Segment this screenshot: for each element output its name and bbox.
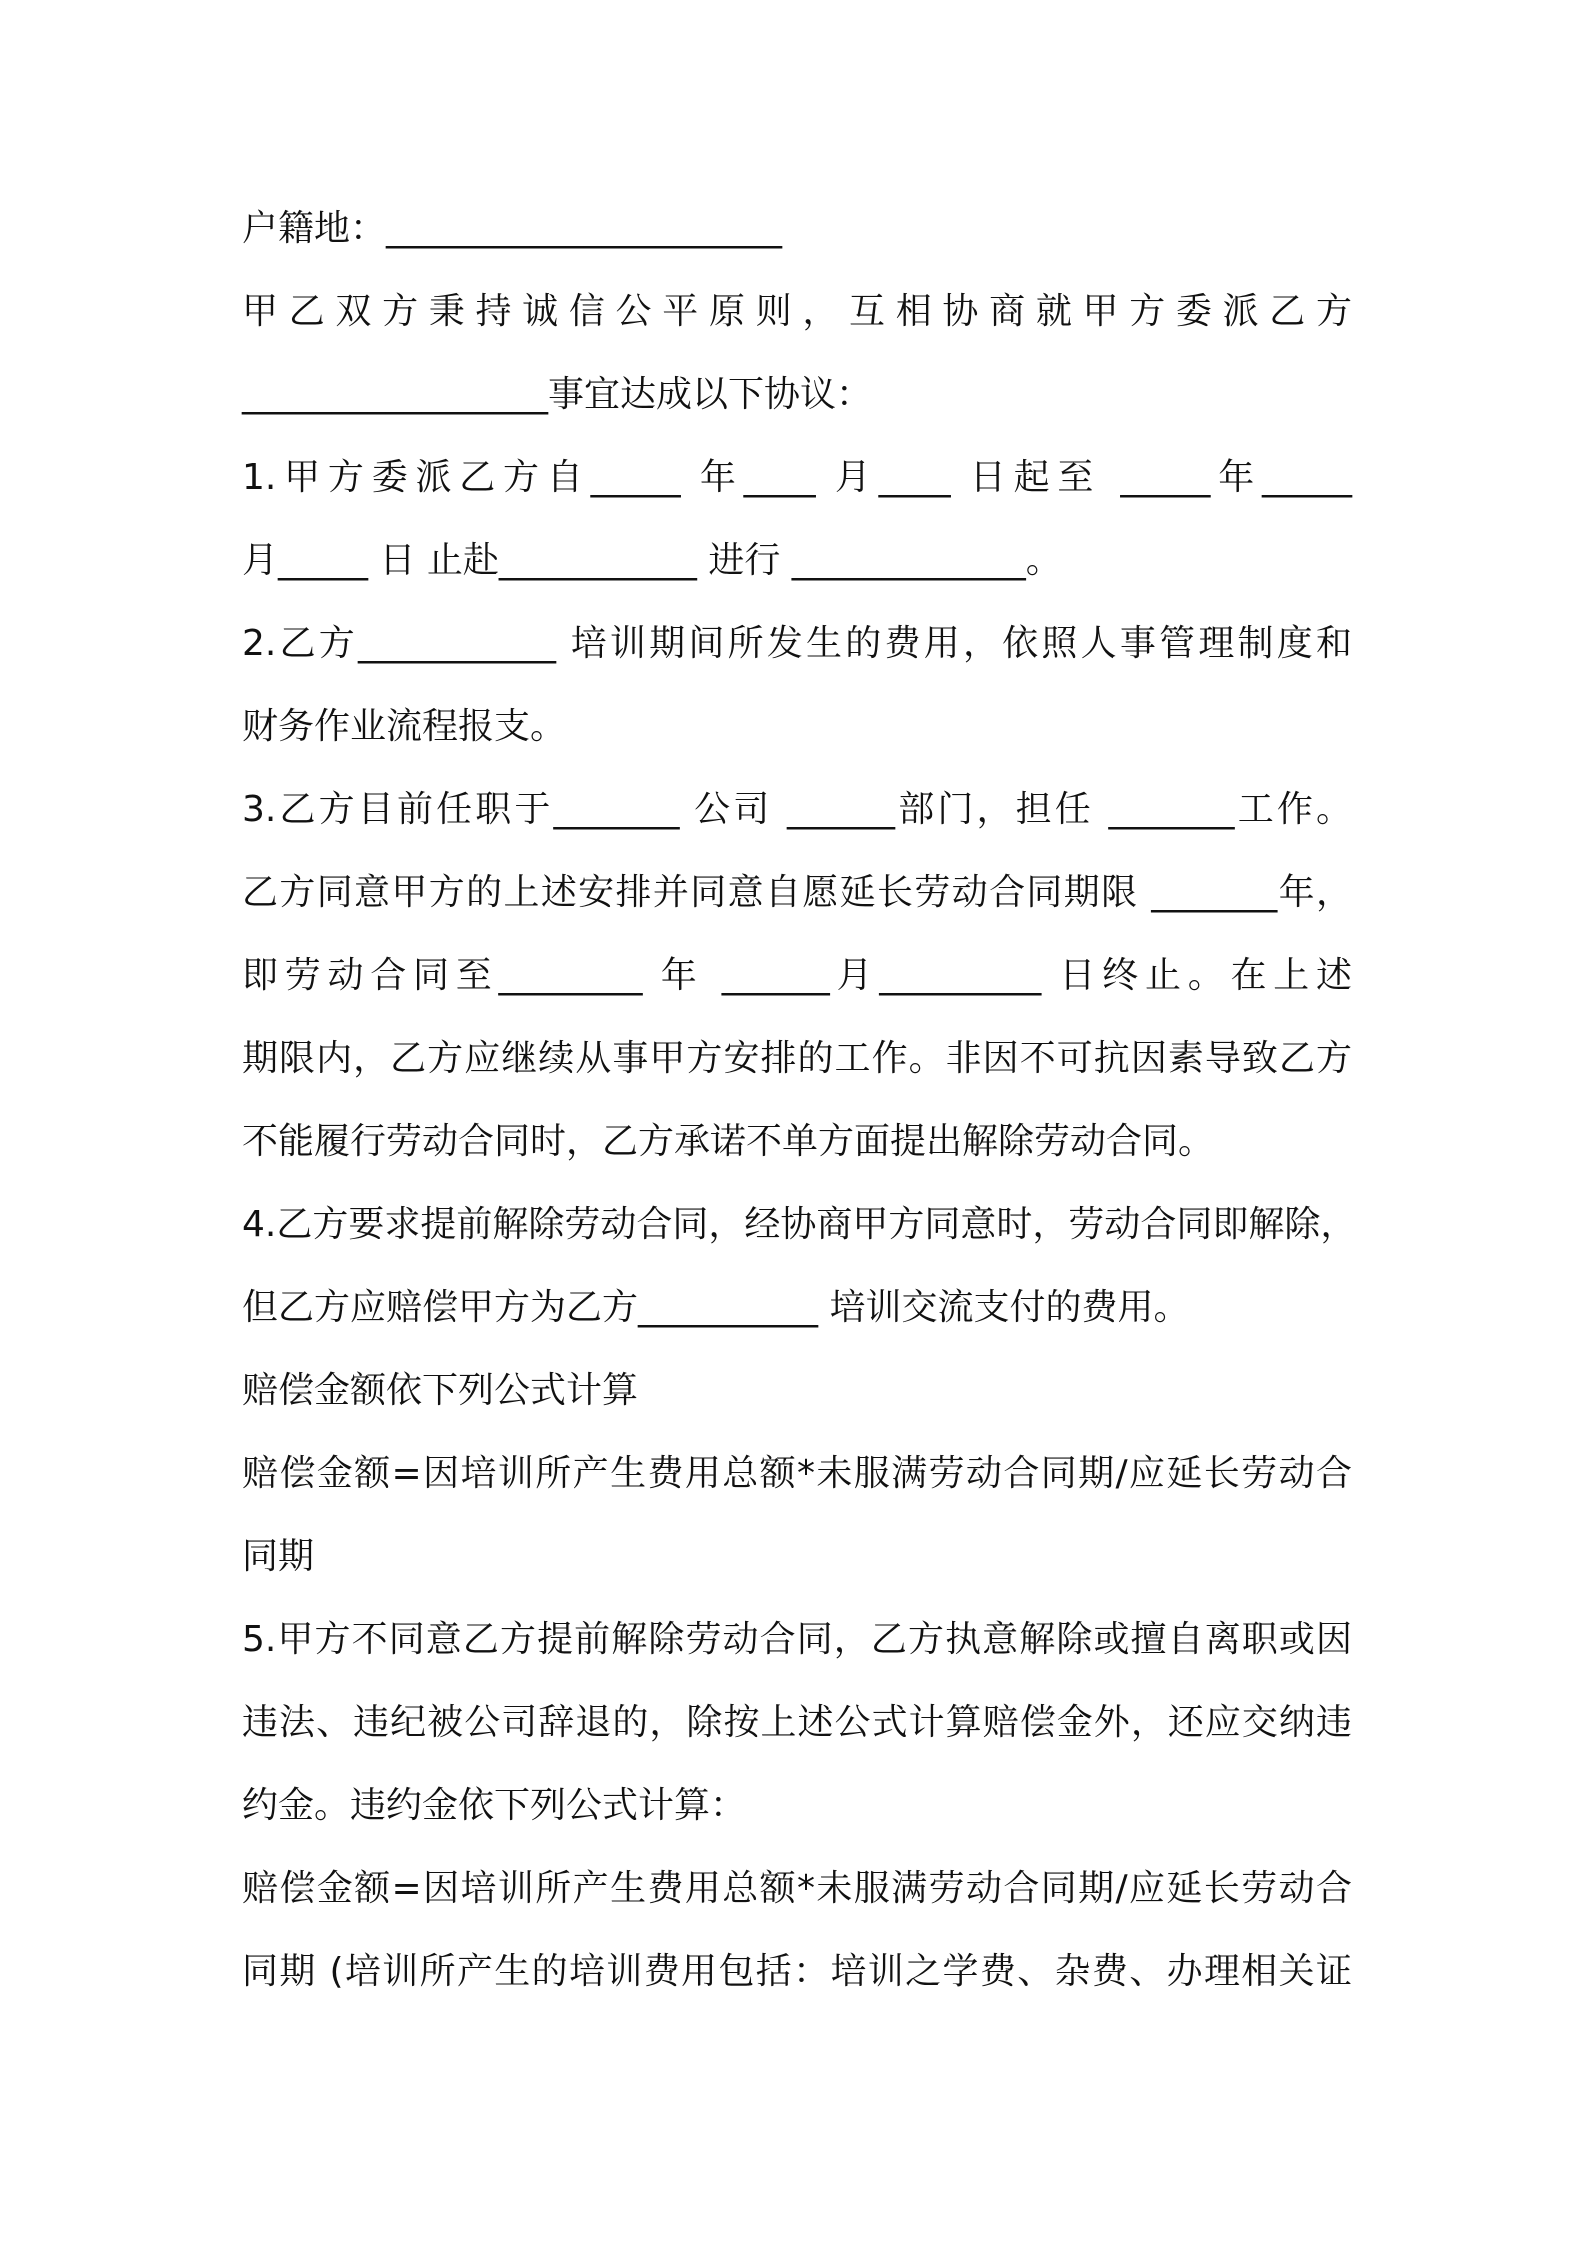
clause-3-line-5: 不能履行劳动合同时，乙方承诺不单方面提出解除劳动合同。 (242, 1121, 1215, 1162)
formula-1-line-1: 赔偿金额=因培训所产生费用总额*未服满劳动合同期/应延长劳动合 (242, 1453, 1352, 1494)
formula-1-line-2: 同期 (242, 1536, 315, 1577)
clause-3-line-2: 乙方同意甲方的上述安排并同意自愿延长劳动合同期限 _______年， (242, 872, 1352, 913)
clause-1-line-2: 月_____ 日 止赴___________ 进行 _____________。 (242, 540, 1062, 581)
clause-5-line-1: 5.甲方不同意乙方提前解除劳动合同，乙方执意解除或擅自离职或因 (242, 1619, 1352, 1660)
clause-3-line-1: 3.乙方目前任职于_______ 公司 ______部门，担任 _______工作。 (242, 789, 1352, 830)
intro-line: 甲乙双方秉持诚信公平原则，互相协商就甲方委派乙方 (242, 291, 1352, 332)
clause-4-line-2: 但乙方应赔偿甲方为乙方__________ 培训交流支付的费用。 (242, 1287, 1190, 1328)
hukou-line: 户籍地：______________________ (242, 208, 783, 249)
clause-1-line-1: 1.甲方委派乙方自_____ 年____ 月____ 日起至 _____年_____ (242, 457, 1352, 498)
clause-3-line-3: 即劳动合同至________ 年 ______月_________ 日终止。在上述 (242, 955, 1352, 996)
clause-2-line-1: 2.乙方___________ 培训期间所发生的费用，依照人事管理制度和 (242, 623, 1352, 664)
clause-3-line-4: 期限内，乙方应继续从事甲方安排的工作。非因不可抗因素导致乙方 (242, 1038, 1352, 1079)
formula-2-line-1: 赔偿金额=因培训所产生费用总额*未服满劳动合同期/应延长劳动合 (242, 1868, 1352, 1909)
clause-5-line-2: 违法、违纪被公司辞退的，除按上述公式计算赔偿金外，还应交纳违 (242, 1702, 1352, 1743)
intro-line-cont: _________________事宜达成以下协议： (242, 374, 873, 415)
clause-2-line-2: 财务作业流程报支。 (242, 706, 567, 747)
clause-5-line-3: 约金。违约金依下列公式计算： (242, 1785, 747, 1826)
formula-intro-1: 赔偿金额依下列公式计算 (242, 1370, 639, 1411)
formula-2-line-2: 同期 (培训所产生的培训费用包括：培训之学费、杂费、办理相关证 (242, 1951, 1352, 1992)
clause-4-line-1: 4.乙方要求提前解除劳动合同，经协商甲方同意时，劳动合同即解除， (242, 1204, 1357, 1245)
